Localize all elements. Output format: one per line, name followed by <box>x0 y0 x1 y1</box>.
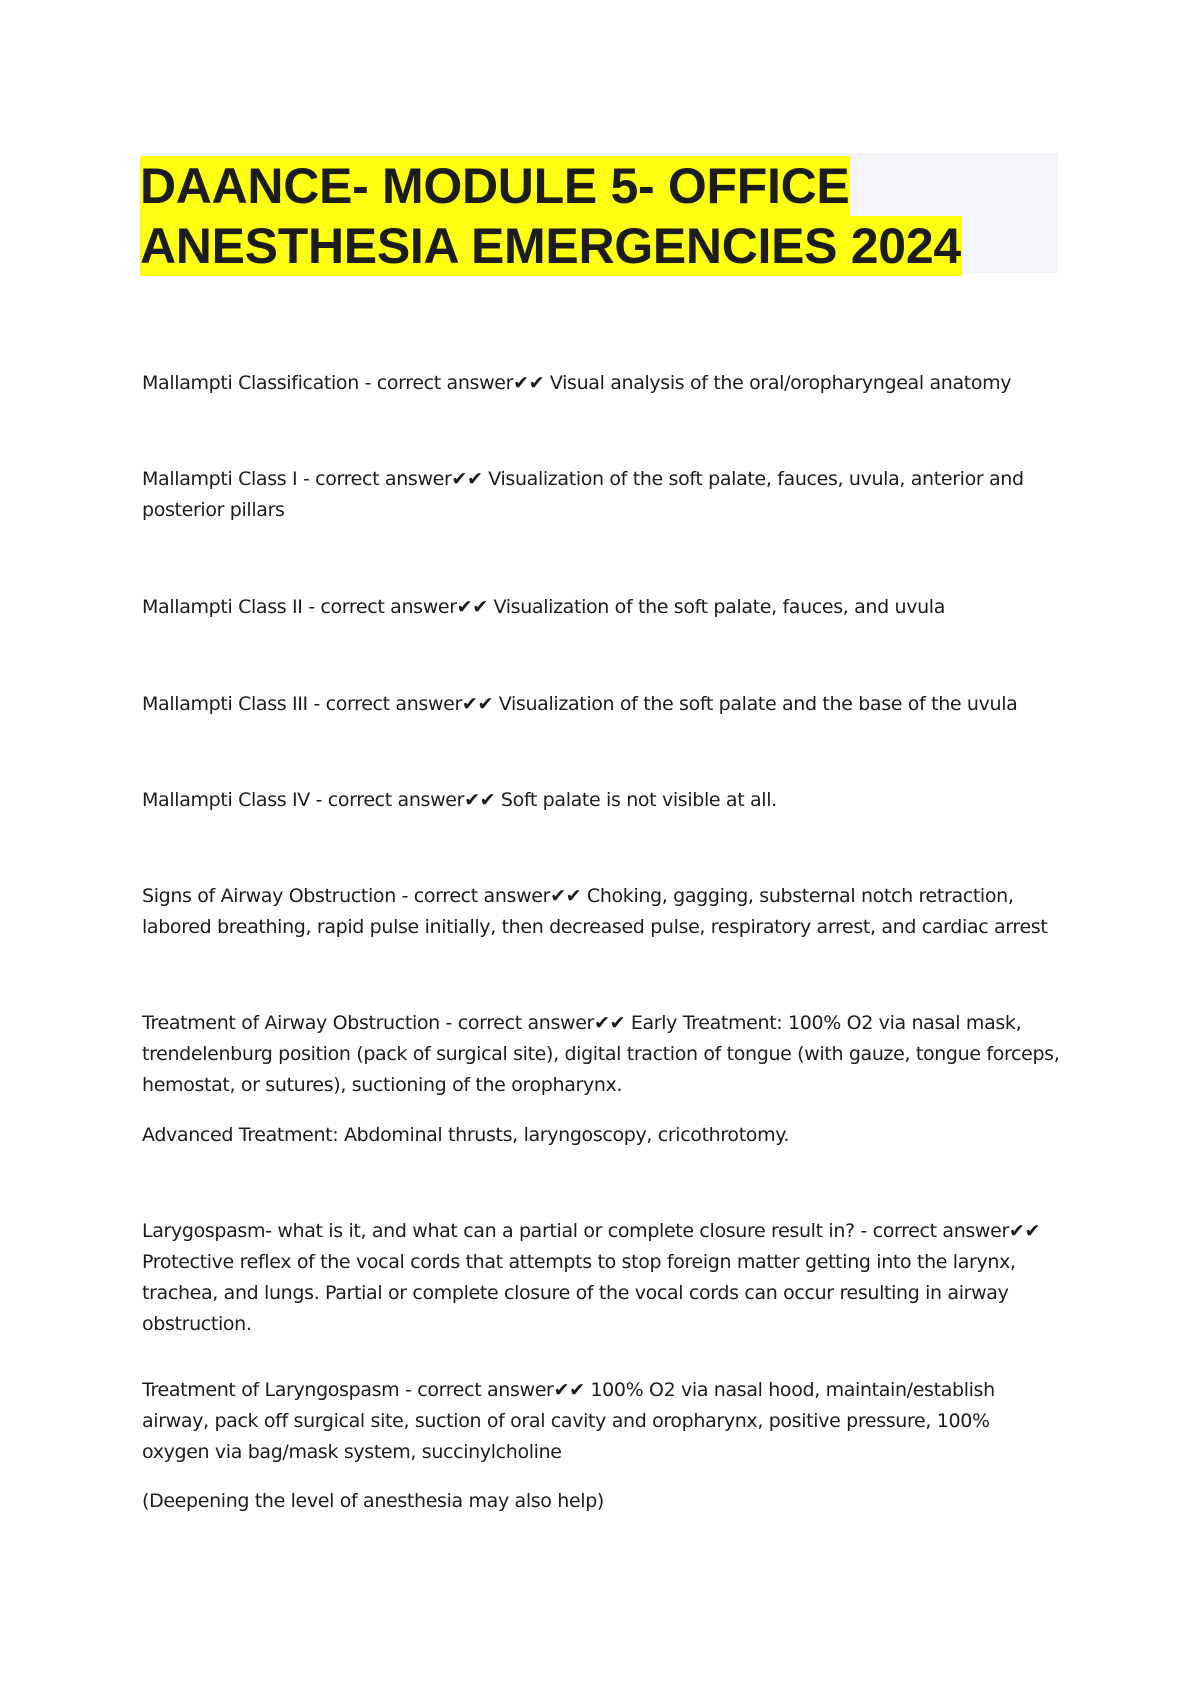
entry-mallampati-class-1: Mallampti Class I - correct answer✔✔ Visualization of the soft palate, fauces, uvula, anterior and posterior pillars <box>142 468 1024 521</box>
entry-mallampati-class-3: Mallampti Class III - correct answer✔✔ Visualization of the soft palate and the base of the uvula <box>142 693 1018 715</box>
entry-deepening-anesthesia-note: (Deepening the level of anesthesia may also help) <box>142 1490 604 1512</box>
entry-advanced-treatment: Advanced Treatment: Abdominal thrusts, laryngoscopy, cricothrotomy. <box>142 1124 790 1146</box>
title-line-1: DAANCE- MODULE 5- OFFICE <box>140 158 850 214</box>
entry-treatment-laryngospasm: Treatment of Laryngospasm - correct answer✔✔ 100% O2 via nasal hood, maintain/establish airway, pack off surgical site, suction of oral cavity and oropharynx, positive pressure, 100% oxygen via bag/mask system, succinylcholine <box>142 1379 995 1463</box>
document-title <box>140 156 962 276</box>
entry-mallampati-classification: Mallampti Classification - correct answer✔✔ Visual analysis of the oral/oropharyngeal anatomy <box>142 372 1012 394</box>
entry-signs-airway-obstruction: Signs of Airway Obstruction - correct answer✔✔ Choking, gagging, substernal notch retraction, labored breathing, rapid pulse initially, then decreased pulse, respiratory arrest, and cardiac arrest <box>142 885 1048 938</box>
entry-laryngospasm-definition: Larygospasm- what is it, and what can a partial or complete closure result in? - correct answer✔✔ Protective reflex of the vocal cords that attempts to stop foreign matter getting into the larynx, trachea, and lungs. Partial or complete closure of the vocal cords can occur resulting in airway obstruction. <box>142 1220 1041 1335</box>
entry-mallampati-class-2: Mallampti Class II - correct answer✔✔ Visualization of the soft palate, fauces, and uvula <box>142 596 946 618</box>
entry-treatment-airway-obstruction: Treatment of Airway Obstruction - correct answer✔✔ Early Treatment: 100% O2 via nasal mask, trendelenburg position (pack of surgical site), digital traction of tongue (with gauze, tongue forceps, hemostat, or sutures), suctioning of the oropharynx. <box>142 1012 1060 1096</box>
entry-mallampati-class-4: Mallampti Class IV - correct answer✔✔ Soft palate is not visible at all. <box>142 789 777 811</box>
title-line-2: ANESTHESIA EMERGENCIES 2024 <box>140 218 961 274</box>
